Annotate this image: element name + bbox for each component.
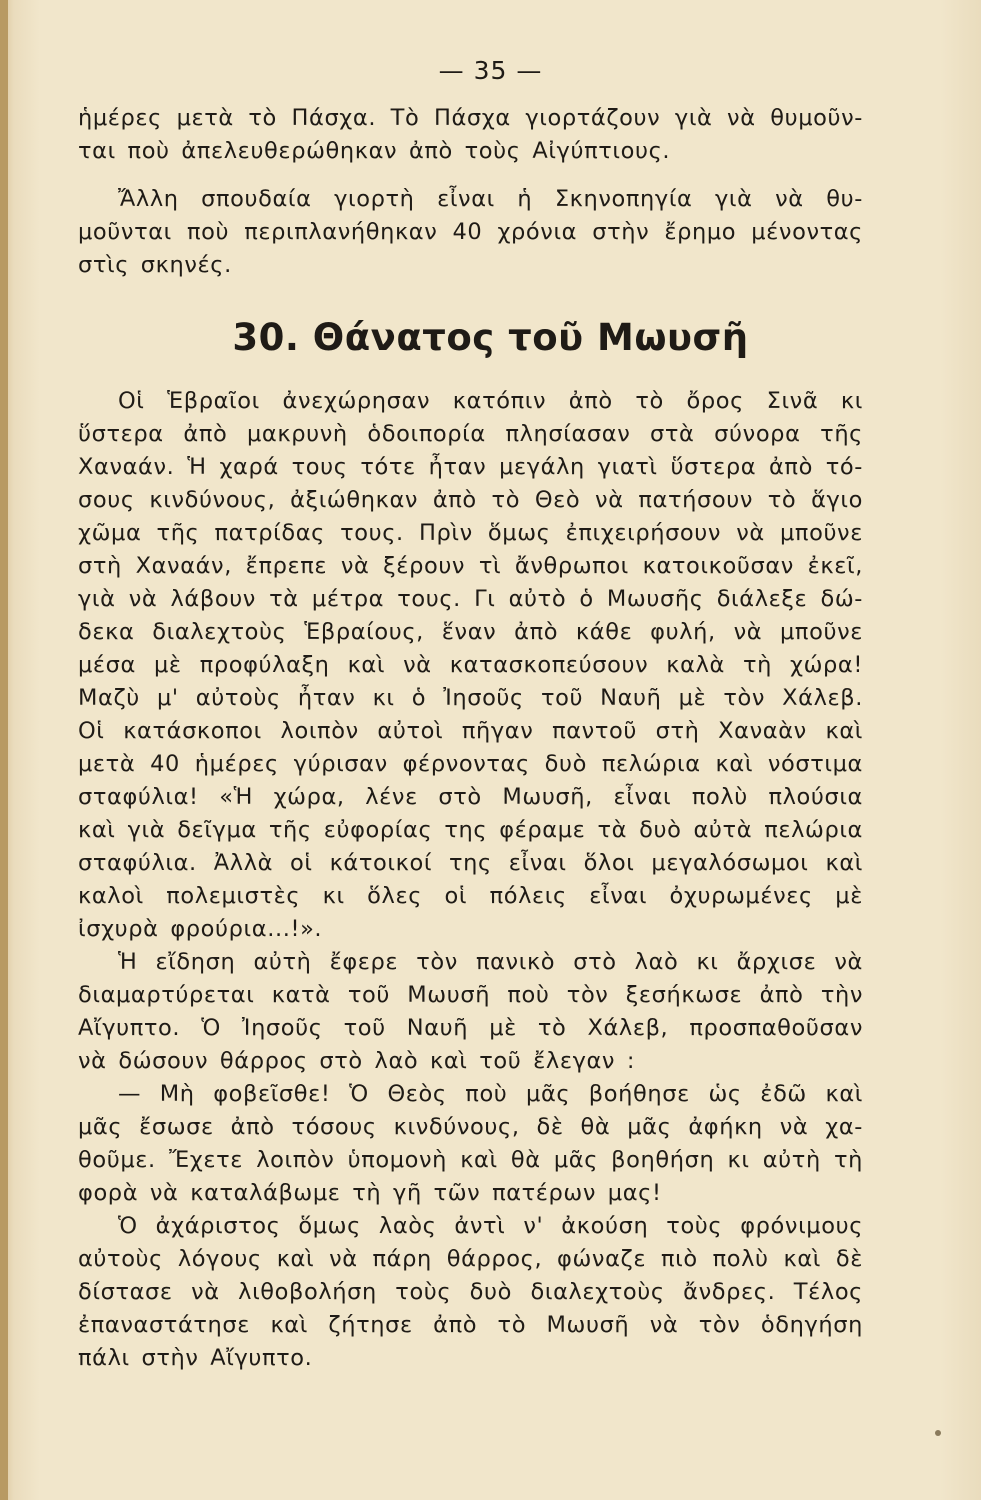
text-line: μᾶς ἔσωσε ἀπὸ τόσους κινδύνους, δὲ θὰ μᾶς ἀφήκη νὰ χα- [78,1114,863,1140]
text-line: Οἱ Ἑβραῖοι ἀνεχώρησαν κατόπιν ἀπὸ τὸ ὄρος Σινᾶ κι [118,388,863,414]
text-line: Μαζὺ μ' αὐτοὺς ἦταν κι ὁ Ἰησοῦς τοῦ Ναυῆ μὲ τὸν Χάλεβ. [78,685,863,711]
text-line: μέσα μὲ προφύλαξη καὶ νὰ κατασκοπεύσουν καλὰ τὴ χώρα! [78,652,863,678]
text-line: ἐπαναστάτησε καὶ ζήτησε ἀπὸ τὸ Μωυσῆ νὰ τὸν ὁδηγήση [78,1312,863,1338]
page-spine-edge [0,0,8,1500]
text-line: σους κινδύνους, ἀξιώθηκαν ἀπὸ τὸ Θεὸ νὰ πατήσουν τὸ ἅγιο [78,487,863,513]
text-line: ἰσχυρὰ φρούρια...!». [78,916,323,942]
paper-speck [935,1430,941,1436]
chapter-heading: 30. Θάνατος τοῦ Μωυσῆ [232,316,749,359]
text-line: μετὰ 40 ἡμέρες γύρισαν φέρνοντας δυὸ πελώρια καὶ νόστιμα [78,751,863,777]
text-line: Οἱ κατάσκοποι λοιπὸν αὐτοὶ πῆγαν παντοῦ στὴ Χαναὰν καὶ [78,718,863,744]
text-line: καλοὶ πολεμιστὲς κι ὅλες οἱ πόλεις εἶναι ὀχυρωμένες μὲ [78,883,863,909]
text-line: Αἴγυπτο. Ὁ Ἰησοῦς τοῦ Ναυῆ μὲ τὸ Χάλεβ, προσπαθοῦσαν [78,1015,863,1041]
text-line: Χαναάν. Ἡ χαρά τους τότε ἦταν μεγάλη γιατὶ ὕστερα ἀπὸ τό- [78,454,863,480]
text-line: αὐτοὺς λόγους καὶ νὰ πάρη θάρρος, φώναζε πιὸ πολὺ καὶ δὲ [78,1246,863,1272]
text-line: ὕστερα ἀπὸ μακρυνὴ ὁδοιπορία πλησίασαν στὰ σύνορα τῆς [78,421,863,447]
text-line: ἡμέρες μετὰ τὸ Πάσχα. Τὸ Πάσχα γιορτάζουν γιὰ νὰ θυμοῦν- [78,105,863,131]
text-line: Ἡ εἴδηση αὐτὴ ἔφερε τὸν πανικὸ στὸ λαὸ κι ἄρχισε νὰ [118,949,863,975]
text-line: νὰ δώσουν θάρρος στὸ λαὸ καὶ τοῦ ἔλεγαν : [78,1048,636,1074]
page-number: — 35 — [438,56,543,85]
text-line: καὶ γιὰ δεῖγμα τῆς εὐφορίας της φέραμε τὰ δυὸ αὐτὰ πελώρια [78,817,863,843]
text-line: σταφύλια! «Ἡ χώρα, λένε στὸ Μωυσῆ, εἶναι πολὺ πλούσια [78,784,863,810]
text-line: Ὁ ἀχάριστος ὅμως λαὸς ἀντὶ ν' ἀκούση τοὺς φρόνιμους [118,1213,863,1239]
text-line: γιὰ νὰ λάβουν τὰ μέτρα τους. Γι αὐτὸ ὁ Μωυσῆς διάλεξε δώ- [78,586,863,612]
text-line: θοῦμε. Ἔχετε λοιπὸν ὑπομονὴ καὶ θὰ μᾶς βοηθήση κι αὐτὴ τὴ [78,1147,863,1173]
text-line: ται ποὺ ἀπελευθερώθηκαν ἀπὸ τοὺς Αἰγύπτιους. [78,138,671,164]
text-line: δίστασε νὰ λιθοβολήση τοὺς δυὸ διαλεχτοὺς ἄνδρες. Τέλος [78,1279,863,1305]
text-line: — Μὴ φοβεῖσθε! Ὁ Θεὸς ποὺ μᾶς βοήθησε ὡς ἐδῶ καὶ [118,1081,863,1107]
text-line: δεκα διαλεχτοὺς Ἑβραίους, ἕναν ἀπὸ κάθε φυλή, νὰ μποῦνε [78,619,863,645]
text-line: διαμαρτύρεται κατὰ τοῦ Μωυσῆ ποὺ τὸν ξεσήκωσε ἀπὸ τὴν [78,982,863,1008]
text-line: φορὰ νὰ καταλάβωμε τὴ γῆ τῶν πατέρων μας! [78,1180,662,1206]
text-line: σταφύλια. Ἀλλὰ οἱ κάτοικοί της εἶναι ὅλοι μεγαλόσωμοι καὶ [78,850,863,876]
text-line: στὴ Χαναάν, ἔπρεπε νὰ ξέρουν τὶ ἄνθρωποι κατοικοῦσαν ἐκεῖ, [78,553,863,579]
text-line: χῶμα τῆς πατρίδας τους. Πρὶν ὅμως ἐπιχειρήσουν νὰ μποῦνε [78,520,863,546]
text-line: μοῦνται ποὺ περιπλανήθηκαν 40 χρόνια στὴν ἔρημο μένοντας [78,219,863,245]
text-line: στὶς σκηνές. [78,252,232,278]
text-line: Ἄλλη σπουδαία γιορτὴ εἶναι ἡ Σκηνοπηγία γιὰ νὰ θυ- [118,186,863,212]
text-line: πάλι στὴν Αἴγυπτο. [78,1345,313,1371]
